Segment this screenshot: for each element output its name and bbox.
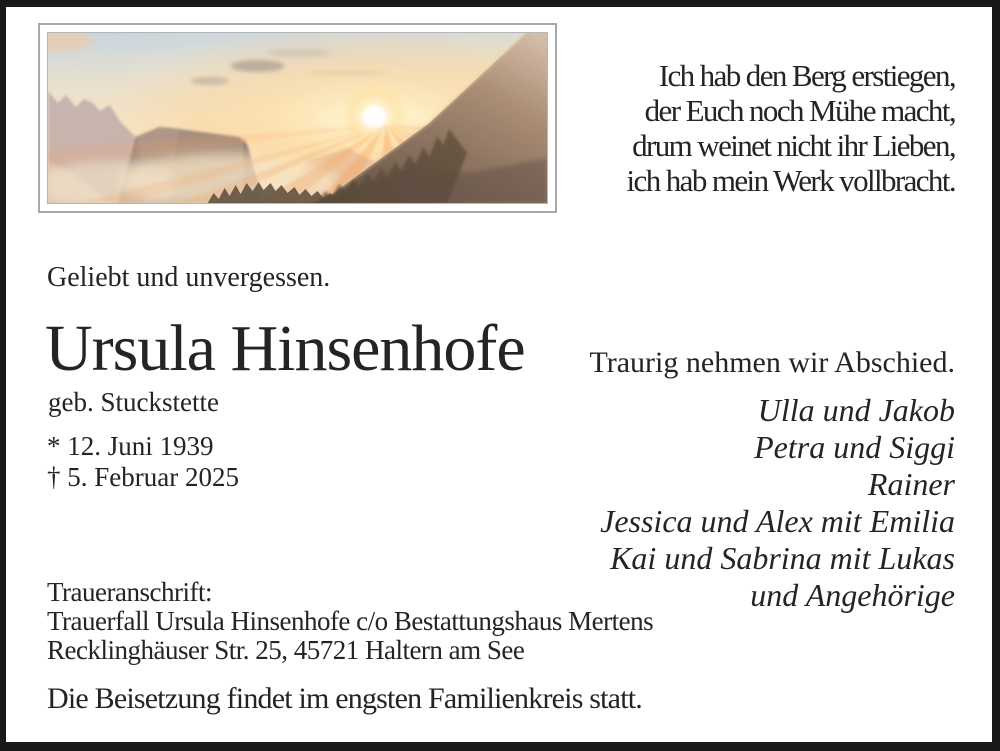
mountain-sunset-photo <box>48 33 547 203</box>
intro-line: Geliebt und unvergessen. <box>47 262 331 293</box>
address-line: Trauerfall Ursula Hinsenhofe c/o Bestattungshaus Mertens <box>47 606 654 636</box>
address-line: Recklinghäuser Str. 25, 45721 Haltern am See <box>47 635 525 665</box>
mourner-line: und Angehörige <box>750 577 955 613</box>
mourning-address <box>47 578 653 665</box>
haze-overlay <box>48 33 547 203</box>
address-label: Traueranschrift: <box>47 577 212 607</box>
birth-date: * 12. Juni 1939 <box>47 431 214 461</box>
mourner-line: Rainer <box>867 466 955 502</box>
farewell-heading: Traurig nehmen wir Abschied. <box>589 346 955 379</box>
poem-line: ich hab mein Werk vollbracht. <box>626 163 955 198</box>
life-dates <box>47 431 239 493</box>
maiden-name: geb. Stuckstette <box>48 387 219 417</box>
poem-line: Ich hab den Berg erstiegen, <box>658 58 955 93</box>
poem-line: der Euch noch Mühe macht, <box>644 93 955 128</box>
mourner-line: Kai und Sabrina mit Lukas <box>610 540 955 576</box>
mourner-line: Jessica und Alex mit Emilia <box>600 503 955 539</box>
memorial-photo <box>47 32 548 204</box>
deceased-name: Ursula Hinsenhofe <box>45 312 525 385</box>
mourners-list <box>600 392 955 614</box>
poem-line: drum weinet nicht ihr Lieben, <box>632 128 955 163</box>
memorial-poem <box>627 58 955 198</box>
mourner-line: Petra und Siggi <box>754 429 955 465</box>
memorial-photo-frame <box>38 23 557 213</box>
closing-line: Die Beisetzung findet im engsten Familienkreis statt. <box>47 682 642 715</box>
mourner-line: Ulla und Jakob <box>757 392 955 428</box>
death-date: † 5. Februar 2025 <box>47 462 239 492</box>
